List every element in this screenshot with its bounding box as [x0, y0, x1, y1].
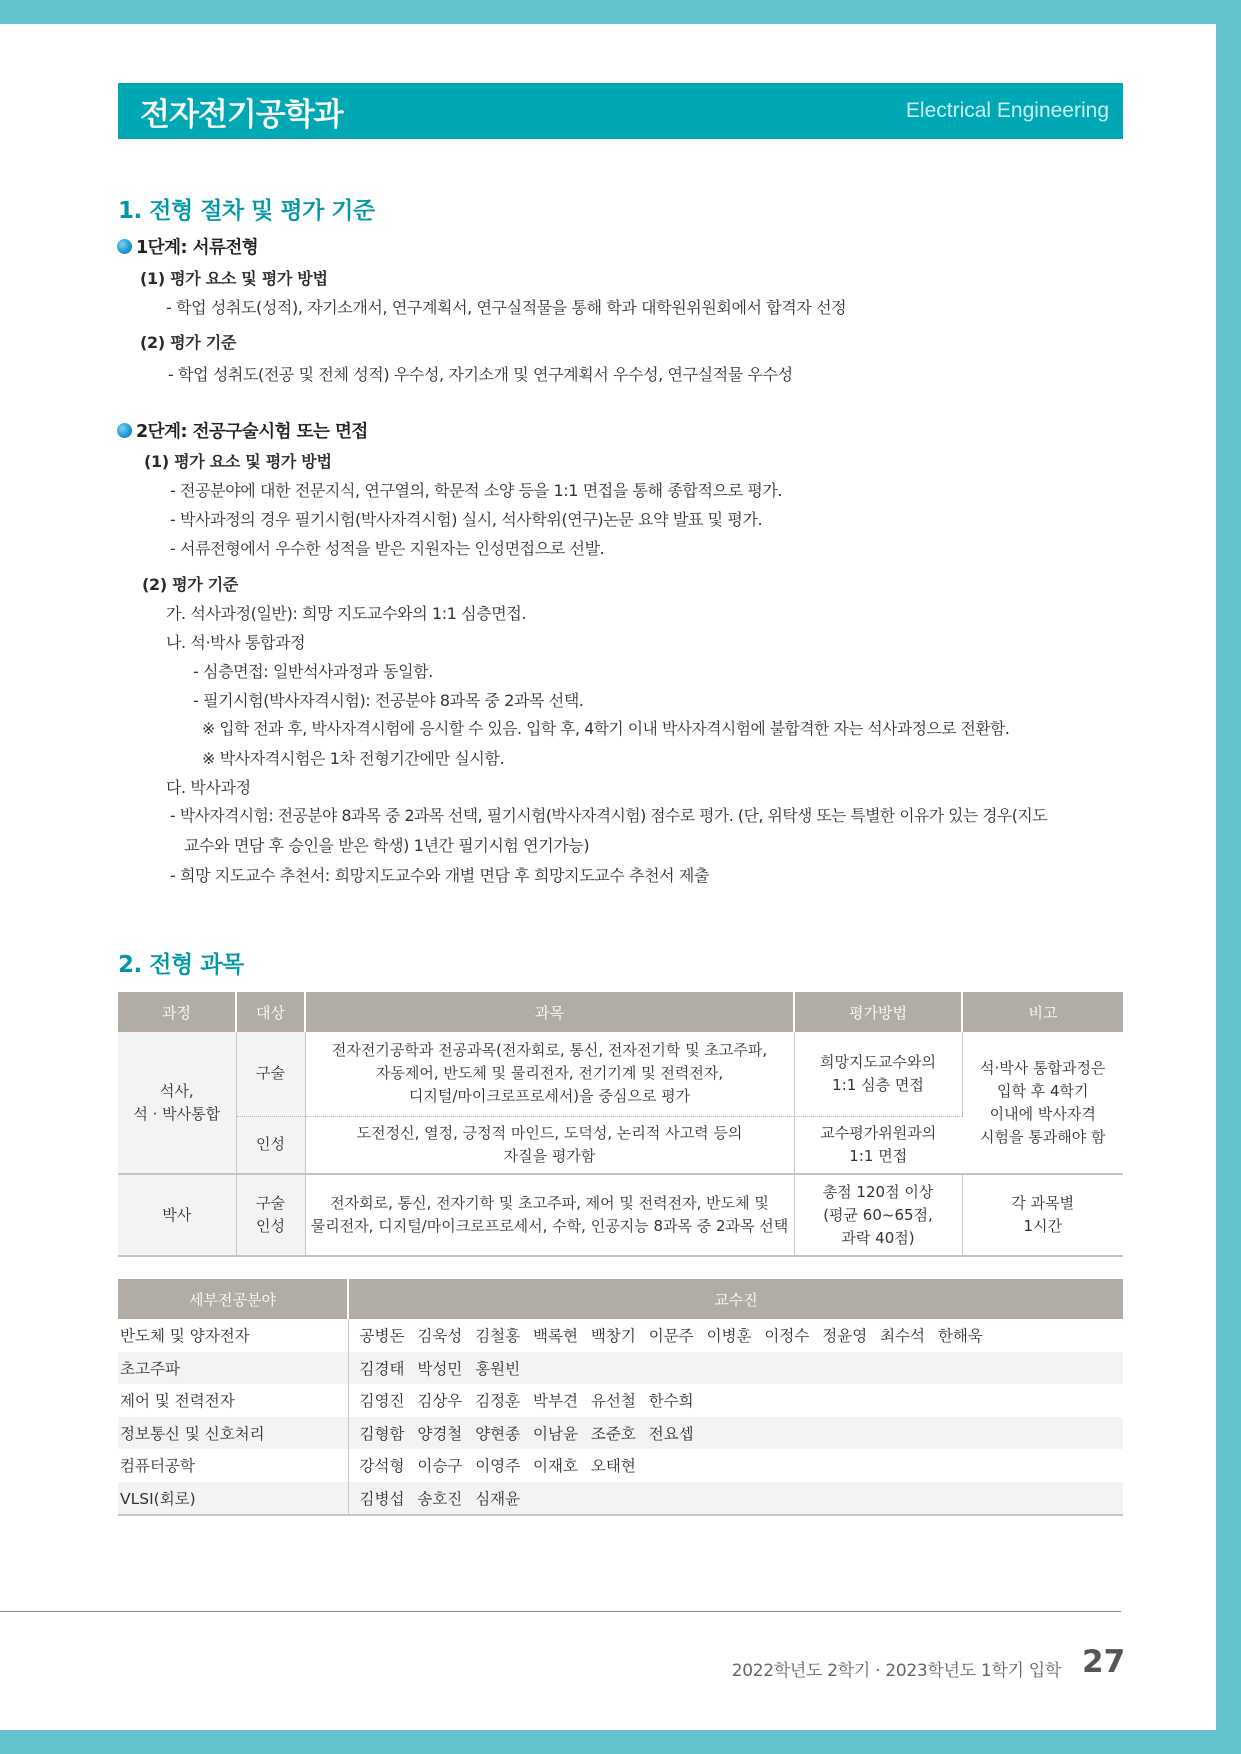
subject-cell: [305, 1116, 794, 1174]
subject-line: 물리전자, 디지털/마이크로프로세서, 수학, 인공지능 8과목 중 2과목 선택: [310, 1217, 789, 1235]
faculty-cell: 김경태 박성민 홍원빈: [348, 1352, 1123, 1385]
target-cell: [236, 1174, 305, 1256]
table-header: 평가방법: [794, 992, 962, 1032]
stage1-sub1-line: - 학업 성취도(성적), 자기소개서, 연구계획서, 연구실적물을 통해 학과 대학원위원회에서 합격자 선정: [166, 298, 847, 317]
subject-line: 전자회로, 통신, 전자기학 및 초고주파, 제어 및 전력전자, 반도체 및: [330, 1194, 769, 1212]
table-header: 비고: [962, 992, 1123, 1032]
stage1-sub2: (2) 평가 기준: [140, 333, 237, 352]
table-row: [118, 1032, 1123, 1116]
field-cell: VLSI(회로): [118, 1482, 348, 1516]
table-row: [118, 1449, 1123, 1482]
footer-divider: [0, 1611, 1121, 1612]
faculty-cell: 공병돈 김욱성 김철홍 백록현 백창기 이문주 이병훈 이정수 정윤영 최수석 한해욱: [359, 1327, 983, 1346]
exam-subjects-table: [118, 992, 1123, 1257]
stage2-sub1-line: - 박사과정의 경우 필기시험(박사자격시험) 실시, 석사학위(연구)논문 요약 발표 및 평가.: [170, 510, 763, 529]
table-row: [118, 1174, 1123, 1256]
criteria-note: ※ 박사자격시험은 1차 전형기간에만 실시함.: [202, 749, 505, 768]
table-row: [118, 1352, 1123, 1385]
table-header: 교수진: [348, 1279, 1123, 1319]
note-line: 각 과목별: [1011, 1194, 1075, 1212]
criteria-line: 다. 박사과정: [166, 778, 251, 797]
stage2-sub1: (1) 평가 요소 및 평가 방법: [144, 452, 332, 471]
method-line: 희망지도교수와의: [820, 1052, 936, 1071]
subject-line: 전자전기공학과 전공과목(전자회로, 통신, 전자전기학 및 초고주파,: [331, 1041, 768, 1060]
bullet-icon: [117, 239, 132, 254]
criteria-line: - 심층면접: 일반석사과정과 동일함.: [193, 662, 433, 681]
table-row: [118, 1319, 1123, 1352]
table-header: 과정: [118, 992, 236, 1032]
method-line: 교수평가위원과의: [820, 1123, 937, 1142]
department-title: 전자전기공학과: [140, 96, 343, 133]
note-line: 이내에 박사자격: [989, 1104, 1096, 1123]
faculty-table: [118, 1279, 1123, 1516]
method-line: 1:1 면접: [849, 1146, 908, 1165]
subject-line: 자동제어, 반도체 및 물리전자, 전기기계 및 전력전자,: [375, 1064, 724, 1083]
target-cell: 인성: [236, 1116, 305, 1174]
subject-line: 도전정신, 열정, 긍정적 마인드, 도덕성, 논리적 사고력 등의: [356, 1123, 743, 1142]
course-cell: 박사: [118, 1174, 236, 1256]
method-cell: [794, 1116, 962, 1174]
stage1-title: 1단계: 서류전형: [136, 238, 259, 258]
subject-cell: [305, 1174, 794, 1256]
subject-line: 자질을 평가함: [503, 1146, 596, 1165]
bullet-icon: [117, 423, 132, 438]
method-line: 총점 120점 이상: [822, 1182, 934, 1201]
target-line: 인성: [256, 1217, 285, 1235]
stage2-sub2: (2) 평가 기준: [142, 575, 239, 594]
page-number: 27: [1082, 1644, 1126, 1680]
section1-title: 1. 전형 절차 및 평가 기준: [118, 198, 375, 224]
field-cell: 컴퓨터공학: [118, 1449, 348, 1482]
table-header-row: [118, 1279, 1123, 1319]
criteria-line: 교수와 면담 후 승인을 받은 학생) 1년간 필기시험 연기가능): [184, 836, 590, 855]
stage1-sub1: (1) 평가 요소 및 평가 방법: [140, 269, 328, 288]
field-cell: 반도체 및 양자전자: [118, 1319, 348, 1352]
field-cell: 초고주파: [118, 1352, 348, 1385]
stage1-sub2-line: - 학업 성취도(전공 및 전체 성적) 우수성, 자기소개 및 연구계획서 우수성, 연구실적물 우수성: [168, 365, 793, 384]
department-subtitle: Electrical Engineering: [905, 99, 1109, 122]
subject-line: 디지털/마이크로프로세서)을 중심으로 평가: [408, 1087, 691, 1106]
department-banner: [118, 83, 1123, 139]
method-cell: [794, 1174, 962, 1256]
method-line: 1:1 심층 면접: [832, 1075, 924, 1094]
method-cell: [794, 1032, 962, 1116]
note-line: 1시간: [1023, 1217, 1063, 1235]
criteria-note: ※ 입학 전과 후, 박사자격시험에 응시할 수 있음. 입학 후, 4학기 이내 박사자격시험에 불합격한 자는 석사과정으로 전환함.: [202, 719, 1010, 738]
course-line: 석사,: [159, 1081, 194, 1100]
section2-title: 2. 전형 과목: [118, 952, 244, 978]
field-cell: 정보통신 및 신호처리: [118, 1417, 348, 1450]
table-header: 세부전공분야: [118, 1279, 348, 1319]
faculty-cell: 김영진 김상우 김정훈 박부견 유선철 한수희: [359, 1392, 694, 1411]
subject-cell: [305, 1032, 794, 1116]
criteria-line: 나. 석·박사 통합과정: [166, 633, 306, 652]
table-header: 과목: [305, 992, 794, 1032]
stage2-heading: [117, 418, 368, 443]
note-cell: [962, 1174, 1123, 1256]
stage2-sub1-line: - 서류전형에서 우수한 성적을 받은 지원자는 인성면접으로 선발.: [170, 539, 605, 558]
target-cell: 구술: [236, 1032, 305, 1116]
criteria-line: 가. 석사과정(일반): 희망 지도교수와의 1:1 심층면접.: [166, 604, 527, 623]
note-line: 입학 후 4학기: [996, 1081, 1089, 1100]
method-line: 과락 40점): [841, 1228, 915, 1247]
table-row: [118, 1384, 1123, 1417]
course-cell: [118, 1032, 236, 1174]
method-line: (평균 60~65점,: [823, 1205, 933, 1224]
table-row: [118, 1417, 1123, 1450]
faculty-cell: 김병섭 송호진 심재윤: [348, 1482, 1123, 1516]
course-line: 석 · 박사통합: [133, 1104, 221, 1123]
criteria-line: - 희망 지도교수 추천서: 희망지도교수와 개별 면담 후 희망지도교수 추천서 제출: [170, 866, 710, 885]
target-line: 구술: [256, 1194, 285, 1212]
note-line: 석·박사 통합과정은: [980, 1058, 1106, 1077]
note-cell: [962, 1032, 1123, 1174]
table-header-row: [118, 992, 1123, 1032]
faculty-cell: 강석형 이승구 이영주 이재호 오태현: [359, 1457, 636, 1476]
criteria-line: - 필기시험(박사자격시험): 전공분야 8과목 중 2과목 선택.: [193, 691, 584, 710]
stage2-sub1-line: - 전공분야에 대한 전문지식, 연구열의, 학문적 소양 등을 1:1 면접을 통해 종합적으로 평가.: [170, 481, 783, 500]
table-row: [118, 1482, 1123, 1516]
footer-text: 2022학년도 2학기 · 2023학년도 1학기 입학: [731, 1661, 1061, 1681]
note-line: 시험을 통과해야 함: [980, 1127, 1106, 1146]
faculty-cell: 김형함 양경철 양현종 이남윤 조준호 전요셉: [348, 1417, 1123, 1450]
table-header: 대상: [236, 992, 305, 1032]
field-cell: 제어 및 전력전자: [118, 1384, 348, 1417]
stage1-heading: [117, 234, 258, 259]
criteria-line: - 박사자격시험: 전공분야 8과목 중 2과목 선택, 필기시험(박사자격시험) 점수로 평가. (단, 위탁생 또는 특별한 이유가 있는 경우(지도: [170, 806, 1048, 825]
stage2-title: 2단계: 전공구술시험 또는 면접: [136, 422, 368, 442]
